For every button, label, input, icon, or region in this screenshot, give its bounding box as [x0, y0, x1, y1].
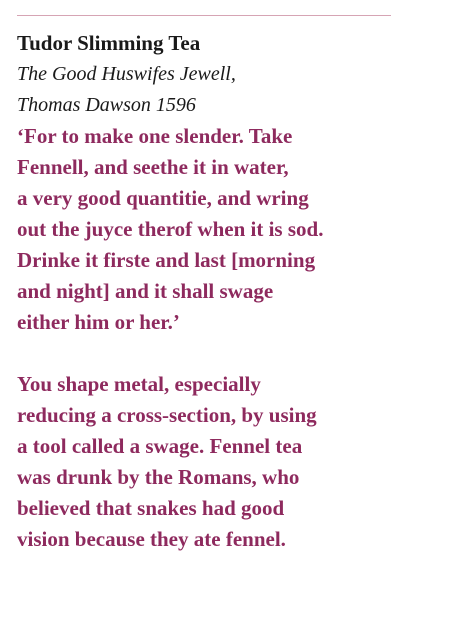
quote-line: either him or her.’	[17, 310, 180, 334]
quote-line: out the juyce therof when it is sod.	[17, 217, 324, 241]
explanatory-note	[17, 369, 432, 555]
note-line: You shape metal, especially	[17, 372, 261, 396]
note-line: believed that snakes had good	[17, 496, 285, 520]
quote-line: ‘For to make one slender. Take	[17, 124, 293, 148]
note-line: vision because they ate fennel.	[17, 527, 286, 551]
paragraph-spacer	[17, 338, 432, 369]
recipe-quote	[17, 121, 432, 338]
recipe-title: Tudor Slimming Tea	[17, 31, 201, 55]
note-line: reducing a cross-section, by using	[17, 403, 317, 427]
quote-line: Fennell, and seethe it in water,	[17, 155, 289, 179]
quote-line: Drinke it firste and last [morning	[17, 248, 316, 272]
recipe-source	[17, 59, 432, 121]
source-book: The Good Huswifes Jewell,	[17, 63, 236, 85]
source-author-year: Thomas Dawson 1596	[17, 94, 196, 116]
note-line: was drunk by the Romans, who	[17, 465, 300, 489]
note-line: a tool called a swage. Fennel tea	[17, 434, 303, 458]
quote-line: and night] and it shall swage	[17, 279, 274, 303]
recipe-card	[17, 28, 432, 555]
quote-line: a very good quantitie, and wring	[17, 186, 309, 210]
top-divider	[17, 15, 391, 16]
